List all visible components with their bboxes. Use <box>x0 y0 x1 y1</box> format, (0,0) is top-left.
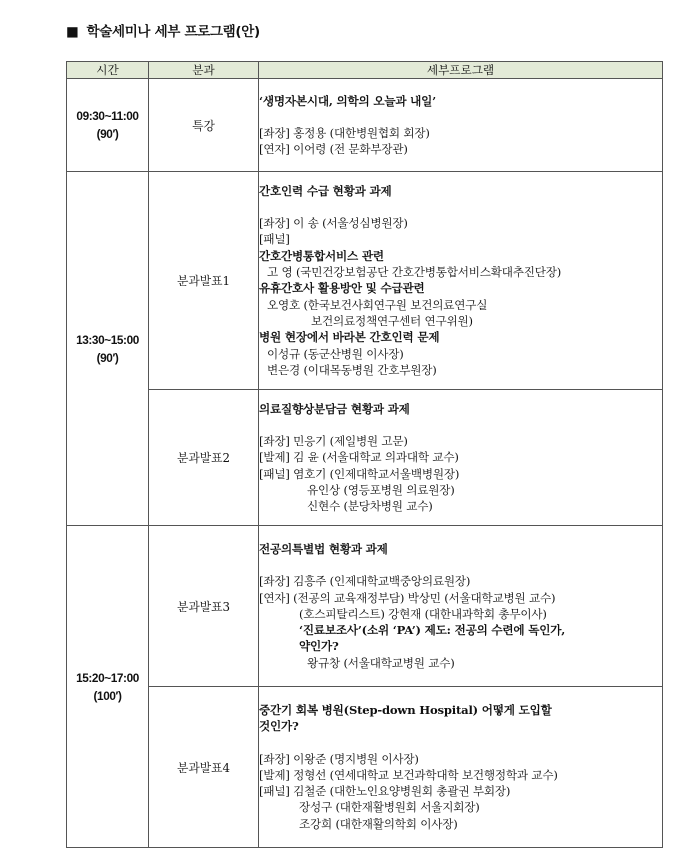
header-session: 분과 <box>149 62 259 79</box>
panel-line: [패널] 염호기 (인제대학교서울백병원장) <box>259 466 460 481</box>
session-topic: 중간기 회복 병원(Step-down Hospital) 어떻게 도입할 <box>259 702 552 717</box>
speaker-line: [연자] (전공의 교육재정부담) 박상민 (서울대학교병원 교수) <box>259 590 556 605</box>
session-cell: 분과발표2 <box>149 390 259 526</box>
time-cell <box>67 172 149 526</box>
panelist-line: 고 영 (국민건강보험공단 간호간병통합서비스확대추진단장) <box>267 265 562 280</box>
session-cell: 특강 <box>149 79 259 172</box>
detail-cell <box>259 390 663 526</box>
speaker-line: 왕규창 (서울대학교병원 교수) <box>307 655 455 670</box>
chair-line: [좌장] 민응기 (제일병원 고문) <box>259 433 408 448</box>
page-title-text: 학술세미나 세부 프로그램(안) <box>86 24 260 40</box>
chair-line: [좌장] 이 송 (서울성심병원장) <box>259 216 408 231</box>
chair-line: [좌장] 김흥주 (인제대학교백중앙의료원장) <box>259 574 471 589</box>
table-header-row <box>67 62 663 79</box>
panelist-line: 유인상 (영등포병원 의료원장) <box>307 482 455 497</box>
table-row <box>67 687 663 848</box>
chair-line: [좌장] 이왕준 (명지병원 이사장) <box>259 751 419 766</box>
panelist-line: 변은경 (이대목동병원 간호부원장) <box>267 362 437 377</box>
table-row <box>67 390 663 526</box>
time-range: 13:30~15:00 <box>76 332 139 347</box>
presenter-line: [발제] 정형선 (연세대학교 보건과학대학 보건행정학과 교수) <box>259 767 558 782</box>
panelist-line: 오영호 (한국보건사회연구원 보건의료연구실 <box>267 297 488 312</box>
square-bullet-icon: ■ <box>66 24 79 40</box>
detail-cell <box>259 79 663 172</box>
panelist-line: 이성규 (동군산병원 이사장) <box>267 346 404 361</box>
header-detail: 세부프로그램 <box>259 62 663 79</box>
time-range: 09:30~11:00 <box>76 109 139 123</box>
session-cell: 분과발표1 <box>149 172 259 390</box>
time-cell <box>67 526 149 848</box>
chair-line: [좌장] 홍정용 (대한병원협회 회장) <box>259 125 430 140</box>
subtopic: 병원 현장에서 바라본 간호인력 문제 <box>259 330 440 345</box>
detail-cell <box>259 172 663 390</box>
speaker-topic-cont: 약인가? <box>299 639 339 654</box>
table-row <box>67 79 663 172</box>
table-row <box>67 526 663 687</box>
time-duration: (100′) <box>93 688 122 703</box>
panelist-line: 장성구 (대한재활병원회 서울지회장) <box>299 800 480 815</box>
session-topic: ‘생명자본시대, 의학의 오늘과 내일’ <box>259 93 437 108</box>
session-topic-cont: 것인가? <box>259 719 299 734</box>
panelist-line: 조강희 (대한재활의학회 이사장) <box>299 816 458 831</box>
panel-label: [패널] <box>259 232 290 247</box>
speaker-line: [연자] 이어령 (전 문화부장관) <box>259 142 408 157</box>
panel-line: [패널] 김철준 (대한노인요양병원회 총괄권 부회장) <box>259 784 511 799</box>
speaker-topic: ‘진료보조사’(소위 ‘PA’) 제도: 전공의 수련에 독인가, <box>299 623 566 638</box>
time-cell <box>67 79 149 172</box>
program-table <box>66 61 663 848</box>
presenter-line: [발제] 김 윤 (서울대학교 의과대학 교수) <box>259 450 459 465</box>
speaker-line: (호스피탈리스트) 강현재 (대한내과학회 총무이사) <box>299 606 547 621</box>
panelist-line-cont: 보건의료정책연구센터 연구위원) <box>311 313 473 328</box>
table-row <box>67 172 663 390</box>
time-duration: (90′) <box>96 127 119 141</box>
header-time: 시간 <box>67 62 149 79</box>
detail-cell <box>259 526 663 687</box>
panelist-line: 신현수 (분당차병원 교수) <box>307 499 433 514</box>
session-topic: 전공의특별법 현황과 과제 <box>259 541 388 556</box>
session-topic: 간호인력 수급 현황과 과제 <box>259 183 392 198</box>
time-duration: (90′) <box>96 350 119 365</box>
session-cell: 분과발표3 <box>149 526 259 687</box>
session-cell: 분과발표4 <box>149 687 259 848</box>
page-title <box>66 20 260 40</box>
session-topic: 의료질향상분담금 현황과 과제 <box>259 401 410 416</box>
time-range: 15:20~17:00 <box>76 670 139 685</box>
subtopic: 유휴간호사 활용방안 및 수급관련 <box>259 281 425 296</box>
detail-cell <box>259 687 663 848</box>
subtopic: 간호간병통합서비스 관련 <box>259 248 384 263</box>
